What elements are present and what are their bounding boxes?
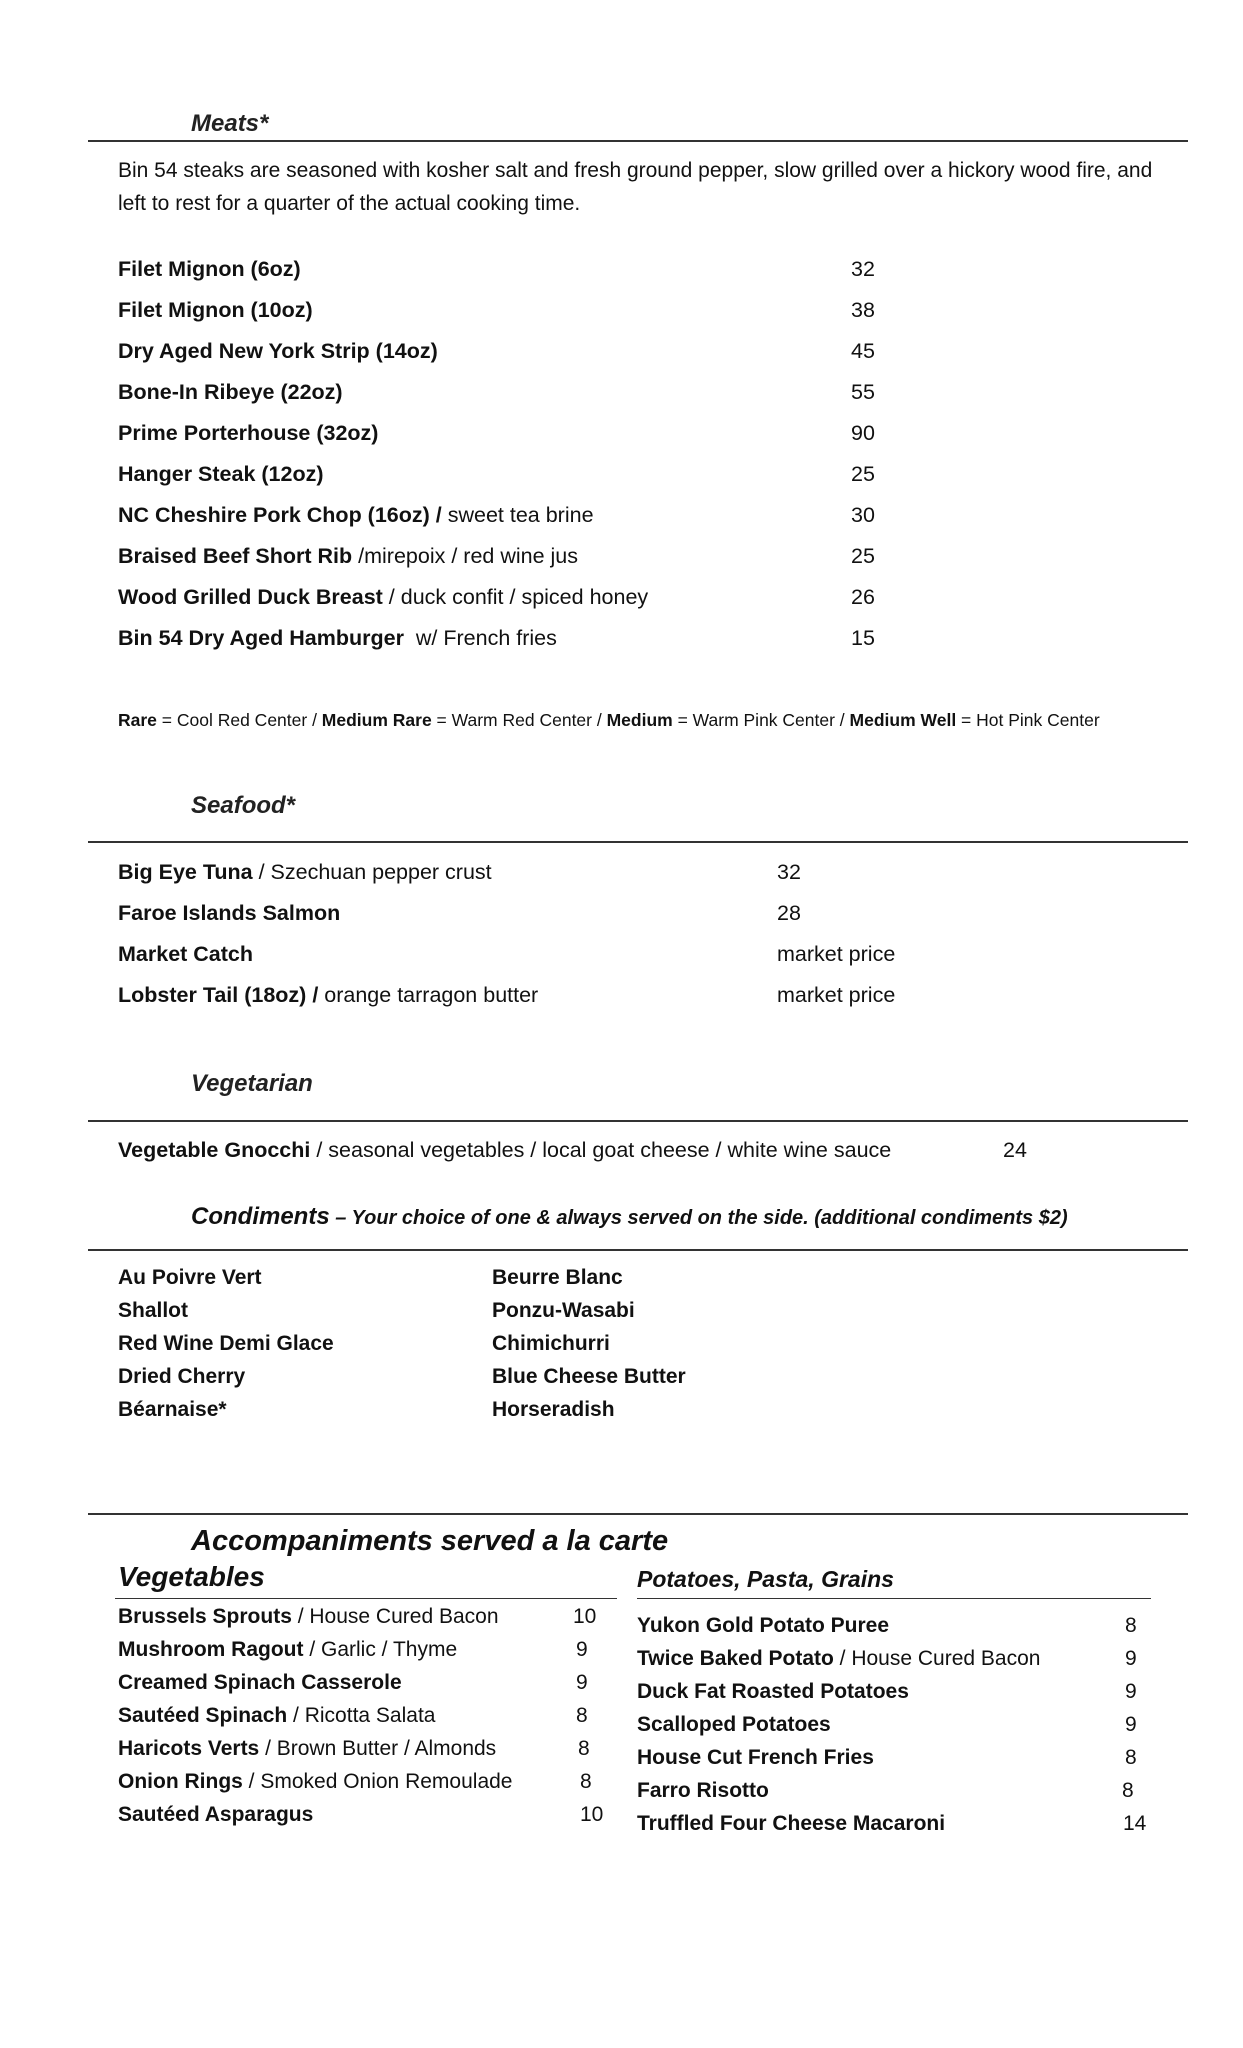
condiments-heading (191, 1203, 1068, 1231)
condiment: Béarnaise* (118, 1398, 227, 1421)
item-price: 8 (1122, 1779, 1134, 1802)
potatoes-title: Potatoes, Pasta, Grains (637, 1566, 894, 1592)
list-item: Twice Baked Potato / House Cured Bacon (637, 1647, 1041, 1670)
list-item: Sautéed Asparagus (118, 1803, 314, 1826)
condiments-divider (88, 1249, 1188, 1251)
menu-item: Lobster Tail (18oz) / orange tarragon butter (118, 983, 539, 1007)
item-price: 8 (1125, 1746, 1137, 1769)
list-item: Sautéed Spinach / Ricotta Salata (118, 1704, 436, 1727)
condiments-title: Condiments (191, 1203, 330, 1230)
item-price: 25 (851, 544, 875, 568)
item-price: 28 (777, 901, 801, 925)
list-item: Onion Rings / Smoked Onion Remoulade (118, 1770, 513, 1793)
list-item: Duck Fat Roasted Potatoes (637, 1680, 909, 1703)
menu-item: Filet Mignon (6oz) (118, 257, 301, 281)
meats-intro: Bin 54 steaks are seasoned with kosher salt and fresh ground pepper, slow grilled over a hickory wood fire, and left to rest for a quarter of the actual cooking time. (118, 159, 1153, 215)
item-price: 25 (851, 462, 875, 486)
condiment: Beurre Blanc (492, 1266, 623, 1289)
list-item: Scalloped Potatoes (637, 1713, 831, 1736)
list-item: House Cut French Fries (637, 1746, 874, 1769)
menu-item: Filet Mignon (10oz) (118, 298, 313, 322)
item-price: 9 (576, 1671, 588, 1694)
item-price: 9 (1125, 1713, 1137, 1736)
item-price: 90 (851, 421, 875, 445)
menu-item: Wood Grilled Duck Breast / duck confit / spiced honey (118, 585, 649, 609)
item-price: market price (777, 983, 896, 1007)
list-item: Farro Risotto (637, 1779, 769, 1802)
item-price: 8 (1125, 1614, 1137, 1637)
seafood-divider (88, 841, 1188, 843)
menu-item: Bin 54 Dry Aged Hamburger w/ French fries (118, 626, 557, 650)
condiment: Horseradish (492, 1398, 615, 1421)
accompaniments-title: Accompaniments served a la carte (191, 1525, 669, 1557)
doneness-legend: Rare = Cool Red Center / Medium Rare = Warm Red Center / Medium = Warm Pink Center / Medium Well = Hot Pink Center (118, 710, 1100, 730)
vegetables-title: Vegetables (118, 1561, 265, 1592)
vegetables-divider (115, 1598, 617, 1599)
item-price: 38 (851, 298, 875, 322)
item-price: 8 (578, 1737, 590, 1760)
menu-item: Prime Porterhouse (32oz) (118, 421, 379, 445)
menu-item: Bone-In Ribeye (22oz) (118, 380, 343, 404)
list-item: Yukon Gold Potato Puree (637, 1614, 890, 1637)
list-item: Truffled Four Cheese Macaroni (637, 1812, 946, 1835)
list-item: Haricots Verts / Brown Butter / Almonds (118, 1737, 497, 1760)
condiment: Dried Cherry (118, 1365, 246, 1388)
meats-divider (88, 140, 1188, 142)
vegetarian-divider (88, 1120, 1188, 1122)
item-price: 14 (1123, 1812, 1147, 1835)
menu-item: Braised Beef Short Rib /mirepoix / red wine jus (118, 544, 579, 568)
item-price: 45 (851, 339, 875, 363)
vegetarian-title: Vegetarian (191, 1070, 313, 1097)
menu-item: Hanger Steak (12oz) (118, 462, 324, 486)
meats-title: Meats* (191, 110, 269, 137)
condiment: Red Wine Demi Glace (118, 1332, 334, 1355)
item-price: 26 (851, 585, 875, 609)
seafood-title: Seafood* (191, 792, 296, 819)
list-item: Brussels Sprouts / House Cured Bacon (118, 1605, 499, 1628)
condiments-note: – Your choice of one & always served on the side. (additional condiments $2) (329, 1207, 1068, 1229)
item-price: 10 (580, 1803, 604, 1826)
menu-item: Dry Aged New York Strip (14oz) (118, 339, 438, 363)
condiment: Chimichurri (492, 1332, 610, 1355)
menu-item: Faroe Islands Salmon (118, 901, 341, 925)
item-price: 10 (573, 1605, 597, 1628)
item-price: 32 (777, 860, 801, 884)
item-price: 30 (851, 503, 875, 527)
item-price: market price (777, 942, 896, 966)
item-price: 24 (1003, 1138, 1027, 1162)
item-price: 8 (576, 1704, 588, 1727)
condiment: Shallot (118, 1299, 189, 1322)
menu-item: Vegetable Gnocchi / seasonal vegetables / local goat cheese / white wine sauce (118, 1138, 892, 1162)
accompaniments-divider (88, 1513, 1188, 1515)
item-price: 55 (851, 380, 875, 404)
condiment: Blue Cheese Butter (492, 1365, 686, 1388)
list-item: Creamed Spinach Casserole (118, 1671, 402, 1694)
item-price: 32 (851, 257, 875, 281)
item-price: 9 (1125, 1680, 1137, 1703)
item-price: 8 (580, 1770, 592, 1793)
item-price: 9 (1125, 1647, 1137, 1670)
item-price: 15 (851, 626, 875, 650)
menu-item: Market Catch (118, 942, 254, 966)
menu-item: Big Eye Tuna / Szechuan pepper crust (118, 860, 492, 884)
list-item: Mushroom Ragout / Garlic / Thyme (118, 1638, 458, 1661)
menu-item: NC Cheshire Pork Chop (16oz) / sweet tea brine (118, 503, 594, 527)
condiment: Ponzu-Wasabi (492, 1299, 635, 1322)
item-price: 9 (576, 1638, 588, 1661)
potatoes-divider (637, 1598, 1151, 1599)
condiment: Au Poivre Vert (118, 1266, 262, 1289)
